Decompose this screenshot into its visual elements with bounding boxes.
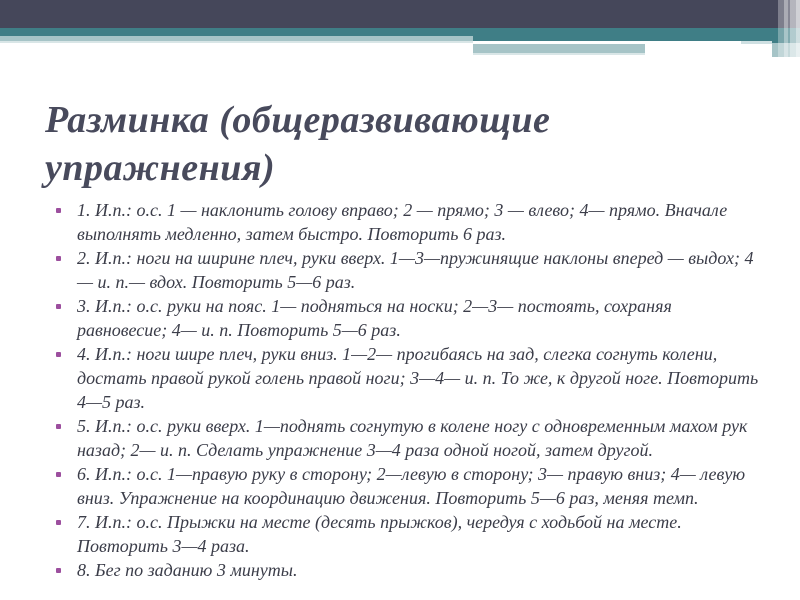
list-item-text: 5. И.п.: о.с. руки вверх. 1—поднять согнутую в колене ногу с одновременным махом рук назад; 2— и. п. Сделать упражнение 3—4 раза одной ногой, затем другой.	[77, 416, 748, 460]
list-item-text: 2. И.п.: ноги на ширине плеч, руки вверх. 1—3—пружинящие наклоны вперед — выдох; 4— и. п.— вдох. Повторить 5—6 раз.	[77, 248, 754, 292]
list-item	[56, 558, 762, 582]
list-item-text: 8. Бег по заданию 3 минуты.	[77, 560, 298, 580]
header-teal-right-extension	[473, 28, 800, 41]
bullet-icon	[56, 352, 61, 357]
bullet-icon	[56, 424, 61, 429]
exercise-list	[56, 198, 762, 582]
list-item	[56, 294, 762, 342]
header-light-band-right	[473, 44, 645, 53]
list-item-text: 1. И.п.: о.с. 1 — наклонить голову вправо; 2 — прямо; 3 — влево; 4— прямо. Вначале выполнять медленно, затем быстро. Повторить 6 раз.	[77, 200, 728, 244]
bullet-icon	[56, 304, 61, 309]
header-bar-dark	[0, 0, 800, 28]
list-item	[56, 198, 762, 246]
bullet-icon	[56, 208, 61, 213]
list-item	[56, 462, 762, 510]
list-item-text: 3. И.п.: о.с. руки на пояс. 1— подняться на носки; 2—3— постоять, сохраняя равновесие; 4— и. п. Повторить 5—6 раз.	[77, 296, 672, 340]
bullet-icon	[56, 256, 61, 261]
list-item	[56, 246, 762, 294]
list-item-text: 7. И.п.: о.с. Прыжки на месте (десять прыжков), чередуя с ходьбой на месте. Повторить 3—4 раза.	[77, 512, 682, 556]
slide-title: Разминка (общеразвивающие упражнения)	[45, 99, 551, 189]
list-item-text: 4. И.п.: ноги шире плеч, руки вниз. 1—2— прогибаясь на зад, слегка согнуть колени, достать правой рукой голень правой ноги; 3—4— и. п. То же, к другой ноге. Повторить 4—5 раз.	[77, 344, 759, 412]
bullet-icon	[56, 472, 61, 477]
slide-body	[56, 198, 762, 582]
bullet-icon	[56, 520, 61, 525]
header-pale-band-right	[473, 53, 645, 55]
list-item	[56, 510, 762, 558]
header-accent-stripes-decoration	[772, 0, 800, 57]
header-strip-pale-left	[0, 41, 473, 43]
list-item	[56, 414, 762, 462]
bullet-icon	[56, 568, 61, 573]
list-item	[56, 342, 762, 414]
list-item-text: 6. И.п.: о.с. 1—правую руку в сторону; 2—левую в сторону; 3— правую вниз; 4— левую вниз. Упражнение на координацию движения. Повторить 5—6 раз, меняя темп.	[77, 464, 746, 508]
